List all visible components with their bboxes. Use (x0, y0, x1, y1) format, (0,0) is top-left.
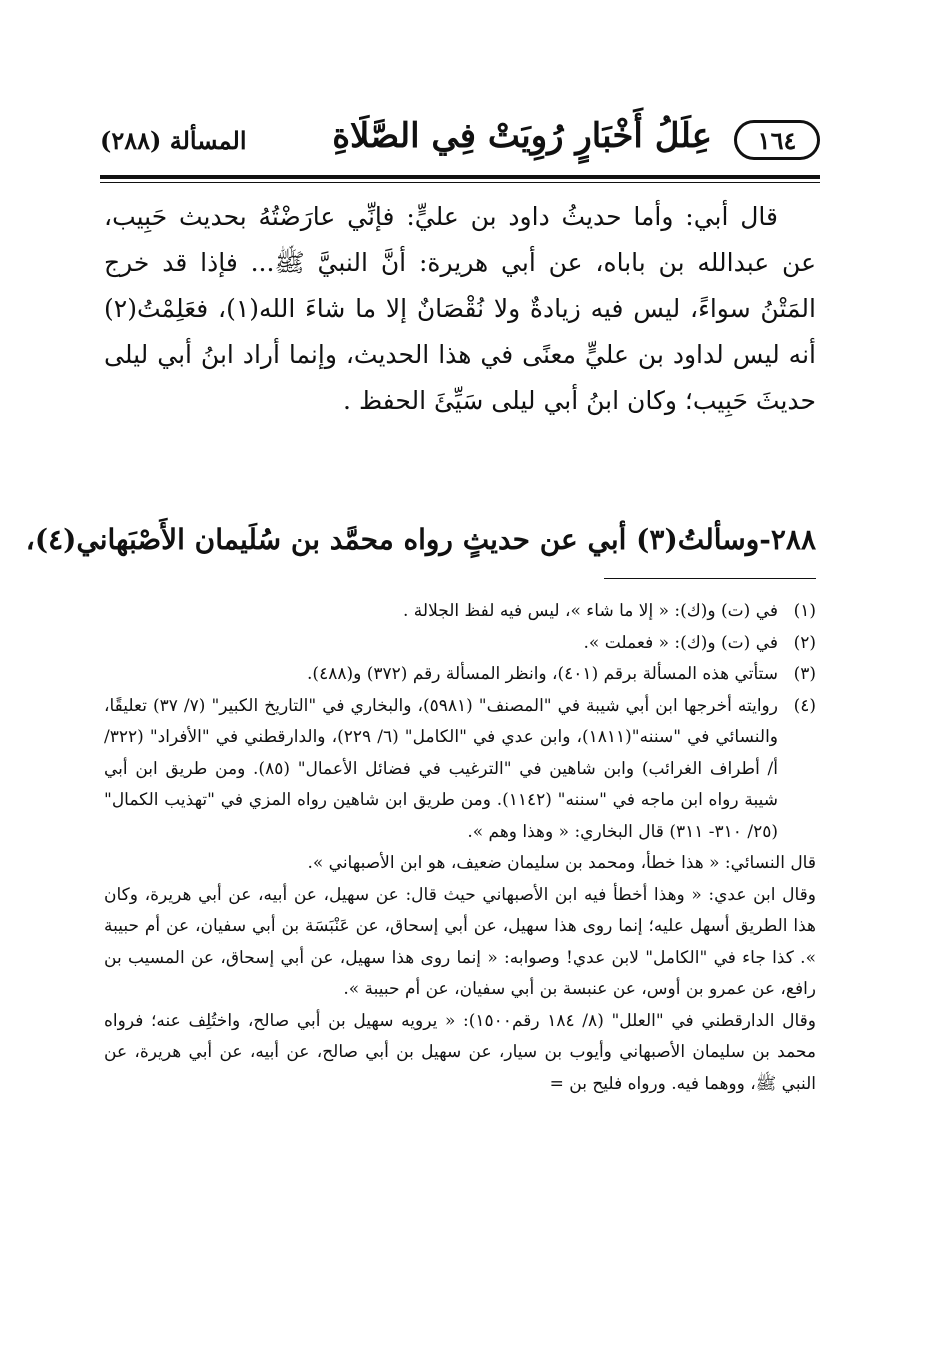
footnotes (104, 596, 816, 1100)
main-paragraph: قال أبي: وأما حديثُ داود بن عليٍّ: فإنِّي عارَضْتُهُ بحديث حَبِيب، عن عبدالله بن باباه، عن أبي هريرة: أنَّ النبيَّ ﷺ... فإذا قد خرج المَتْنُ سواءً، ليس فيه زيادةٌ ولا نُقْصَانٌ إلا ما شاءَ الله(١)، فعَلِمْتُ(٢) أنه ليس لداود بن عليٍّ معنًى في هذا الحديث، وإنما أراد ابنُ أبي ليلى حديثَ حَبِيب؛ وكان ابنُ أبي ليلى سَيِّئَ الحفظ . (104, 202, 816, 415)
page-number: ١٦٤ (734, 120, 820, 160)
footnote (104, 691, 816, 849)
footnote-text: ستأتي هذه المسألة برقم (٤٠١)، وانظر المسألة رقم (٣٧٢) و(٤٨٨). (307, 664, 778, 684)
footnote-continuation: وقال ابن عدي: « وهذا أخطأ فيه ابن الأصبهاني حيث قال: عن سهيل، عن أبيه، عن أبي هريرة، وكان هذا الطريق أسهل عليه؛ إنما روى هذا سهيل، عن أبي إسحاق، عن عَنْبَسَة بن أبي سفيان، عن أم حبيبة ». كذا جاء في "الكامل" لابن عدي! وصوابه: « إنما روى هذا سهيل، عن أبي إسحاق، عن المسيب بن رافع، عن عمرو بن أوس، عن عنبسة بن أبي سفيان، عن أم حبيبة ». (104, 884, 816, 999)
header-rule-thin (100, 182, 820, 183)
footnote (104, 628, 816, 660)
question-label: المسألة (٢٨٨) (100, 126, 247, 155)
footnote-text: في (ت) و(ك): « إلا ما شاء »، ليس فيه لفظ الجلالة . (402, 601, 778, 621)
footnote (104, 659, 816, 691)
question-title: ٢٨٨-وسألتُ(٣) أبي عن حديثٍ رواه محمَّد بن سُلَيمان الأَصْبَهاني(٤)، (25, 523, 816, 556)
footnote-number: (٣) (793, 664, 816, 684)
footnote (104, 596, 816, 628)
footnote-text: روايته أخرجها ابن أبي شيبة في "المصنف" (٥٩٨١)، والبخاري في "التاريخ الكبير" (٧/ ٣٧) تعليقًا، والنسائي في "سننه"(١٨١١)، وابن عدي في "الكامل" (٦/ ٢٢٩)، والدارقطني في "الأفراد" (٣٢٢/أ/ أطراف الغرائب) وابن شاهين في "الترغيب في فضائل الأعمال" (٨٥). ومن طريق ابن أبي شيبة رواه ابن ماجه في "سننه" (١١٤٢). ومن طريق ابن شاهين رواه المزي في "تهذيب الكمال" (٢٥/ ٣١٠- ٣١١) قال البخاري: « وهذا وهم ». (104, 695, 778, 842)
footnote-number: (٤) (793, 695, 816, 716)
main-text (104, 194, 816, 424)
footnote-separator (604, 578, 816, 579)
footnote-number: (٢) (793, 632, 816, 653)
book-title: عِلَلُ أَخْبَارٍ رُوِيَتْ فِي الصَّلَاةِ (332, 116, 712, 156)
footnote-number: (١) (793, 601, 816, 621)
footnote-continuation: قال النسائي: « هذا خطأ، ومحمد بن سليمان ضعيف، هو ابن الأصبهاني ». (307, 853, 816, 873)
footnote-continuation: وقال الدارقطني في "العلل" (٨/ ١٨٤ رقم١٥٠٠): « يرويه سهيل بن أبي صالح، واختُلِف عنه؛ فرواه محمد بن سليمان الأصبهاني وأيوب بن سيار، عن سهيل بن أبي صالح، عن أبيه، عن أبي هريرة، عن النبي ﷺ، ووهما فيه. ورواه فليح بن = (104, 1010, 816, 1094)
header-rule-thick (100, 175, 820, 179)
footnote-text: في (ت) و(ك): « فعملت ». (583, 632, 778, 653)
page-header (100, 112, 820, 172)
